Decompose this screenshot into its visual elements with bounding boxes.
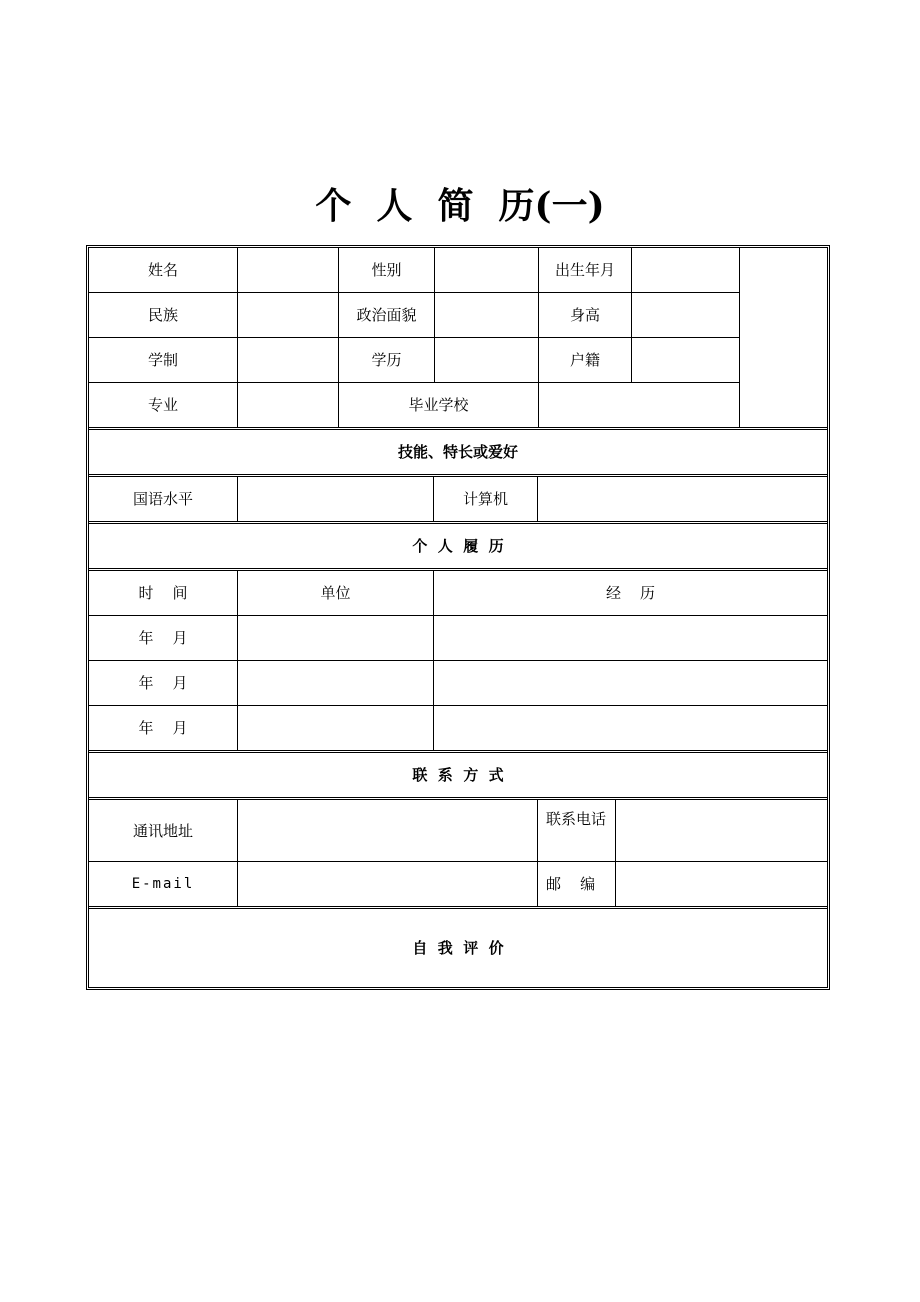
unit-field[interactable]	[238, 706, 434, 751]
mandarin-label: 国语水平	[89, 477, 238, 522]
postcode-field[interactable]	[616, 862, 827, 907]
major-label: 专业	[89, 383, 238, 428]
mandarin-field[interactable]	[238, 477, 434, 522]
resume-form	[86, 245, 830, 990]
education-field[interactable]	[435, 338, 539, 383]
experience-column-header: 经 历	[434, 571, 827, 616]
time-column-header: 时 间	[89, 571, 238, 616]
ethnicity-field[interactable]	[238, 293, 339, 338]
unit-field[interactable]	[238, 661, 434, 706]
experience-field[interactable]	[434, 706, 827, 751]
major-field[interactable]	[238, 383, 339, 428]
hukou-label: 户籍	[539, 338, 632, 383]
email-field[interactable]	[238, 862, 538, 907]
education-label: 学历	[339, 338, 435, 383]
table-row-date: 年 月	[89, 706, 238, 751]
table-row-date: 年 月	[89, 616, 238, 661]
table-row-date: 年 月	[89, 661, 238, 706]
birth-label: 出生年月	[539, 248, 632, 293]
name-field[interactable]	[238, 248, 339, 293]
unit-field[interactable]	[238, 616, 434, 661]
hukou-field[interactable]	[632, 338, 740, 383]
name-label: 姓名	[89, 248, 238, 293]
political-field[interactable]	[435, 293, 539, 338]
unit-column-header: 单位	[238, 571, 434, 616]
computer-label: 计算机	[434, 477, 538, 522]
computer-field[interactable]	[538, 477, 827, 522]
phone-field[interactable]	[616, 800, 827, 862]
schooling-field[interactable]	[238, 338, 339, 383]
page-title: 个 人 简 历(一)	[315, 185, 605, 227]
gender-field[interactable]	[435, 248, 539, 293]
gender-label: 性别	[339, 248, 435, 293]
schooling-label: 学制	[89, 338, 238, 383]
resume-header: 个 人 履 历	[89, 524, 827, 569]
address-field[interactable]	[238, 800, 538, 862]
ethnicity-label: 民族	[89, 293, 238, 338]
experience-field[interactable]	[434, 616, 827, 661]
school-label: 毕业学校	[339, 383, 539, 428]
political-label: 政治面貌	[339, 293, 435, 338]
school-field[interactable]	[539, 383, 740, 428]
photo-area[interactable]	[740, 248, 827, 428]
postcode-label: 邮 编	[538, 862, 616, 907]
address-label: 通讯地址	[89, 800, 238, 862]
contact-header: 联 系 方 式	[89, 753, 827, 798]
self-evaluation-header[interactable]: 自 我 评 价	[412, 939, 504, 957]
birth-field[interactable]	[632, 248, 740, 293]
height-field[interactable]	[632, 293, 740, 338]
email-label: E-mail	[89, 862, 238, 907]
experience-field[interactable]	[434, 661, 827, 706]
phone-label: 联系电话	[538, 800, 616, 862]
height-label: 身高	[539, 293, 632, 338]
skills-header: 技能、特长或爱好	[89, 430, 827, 475]
